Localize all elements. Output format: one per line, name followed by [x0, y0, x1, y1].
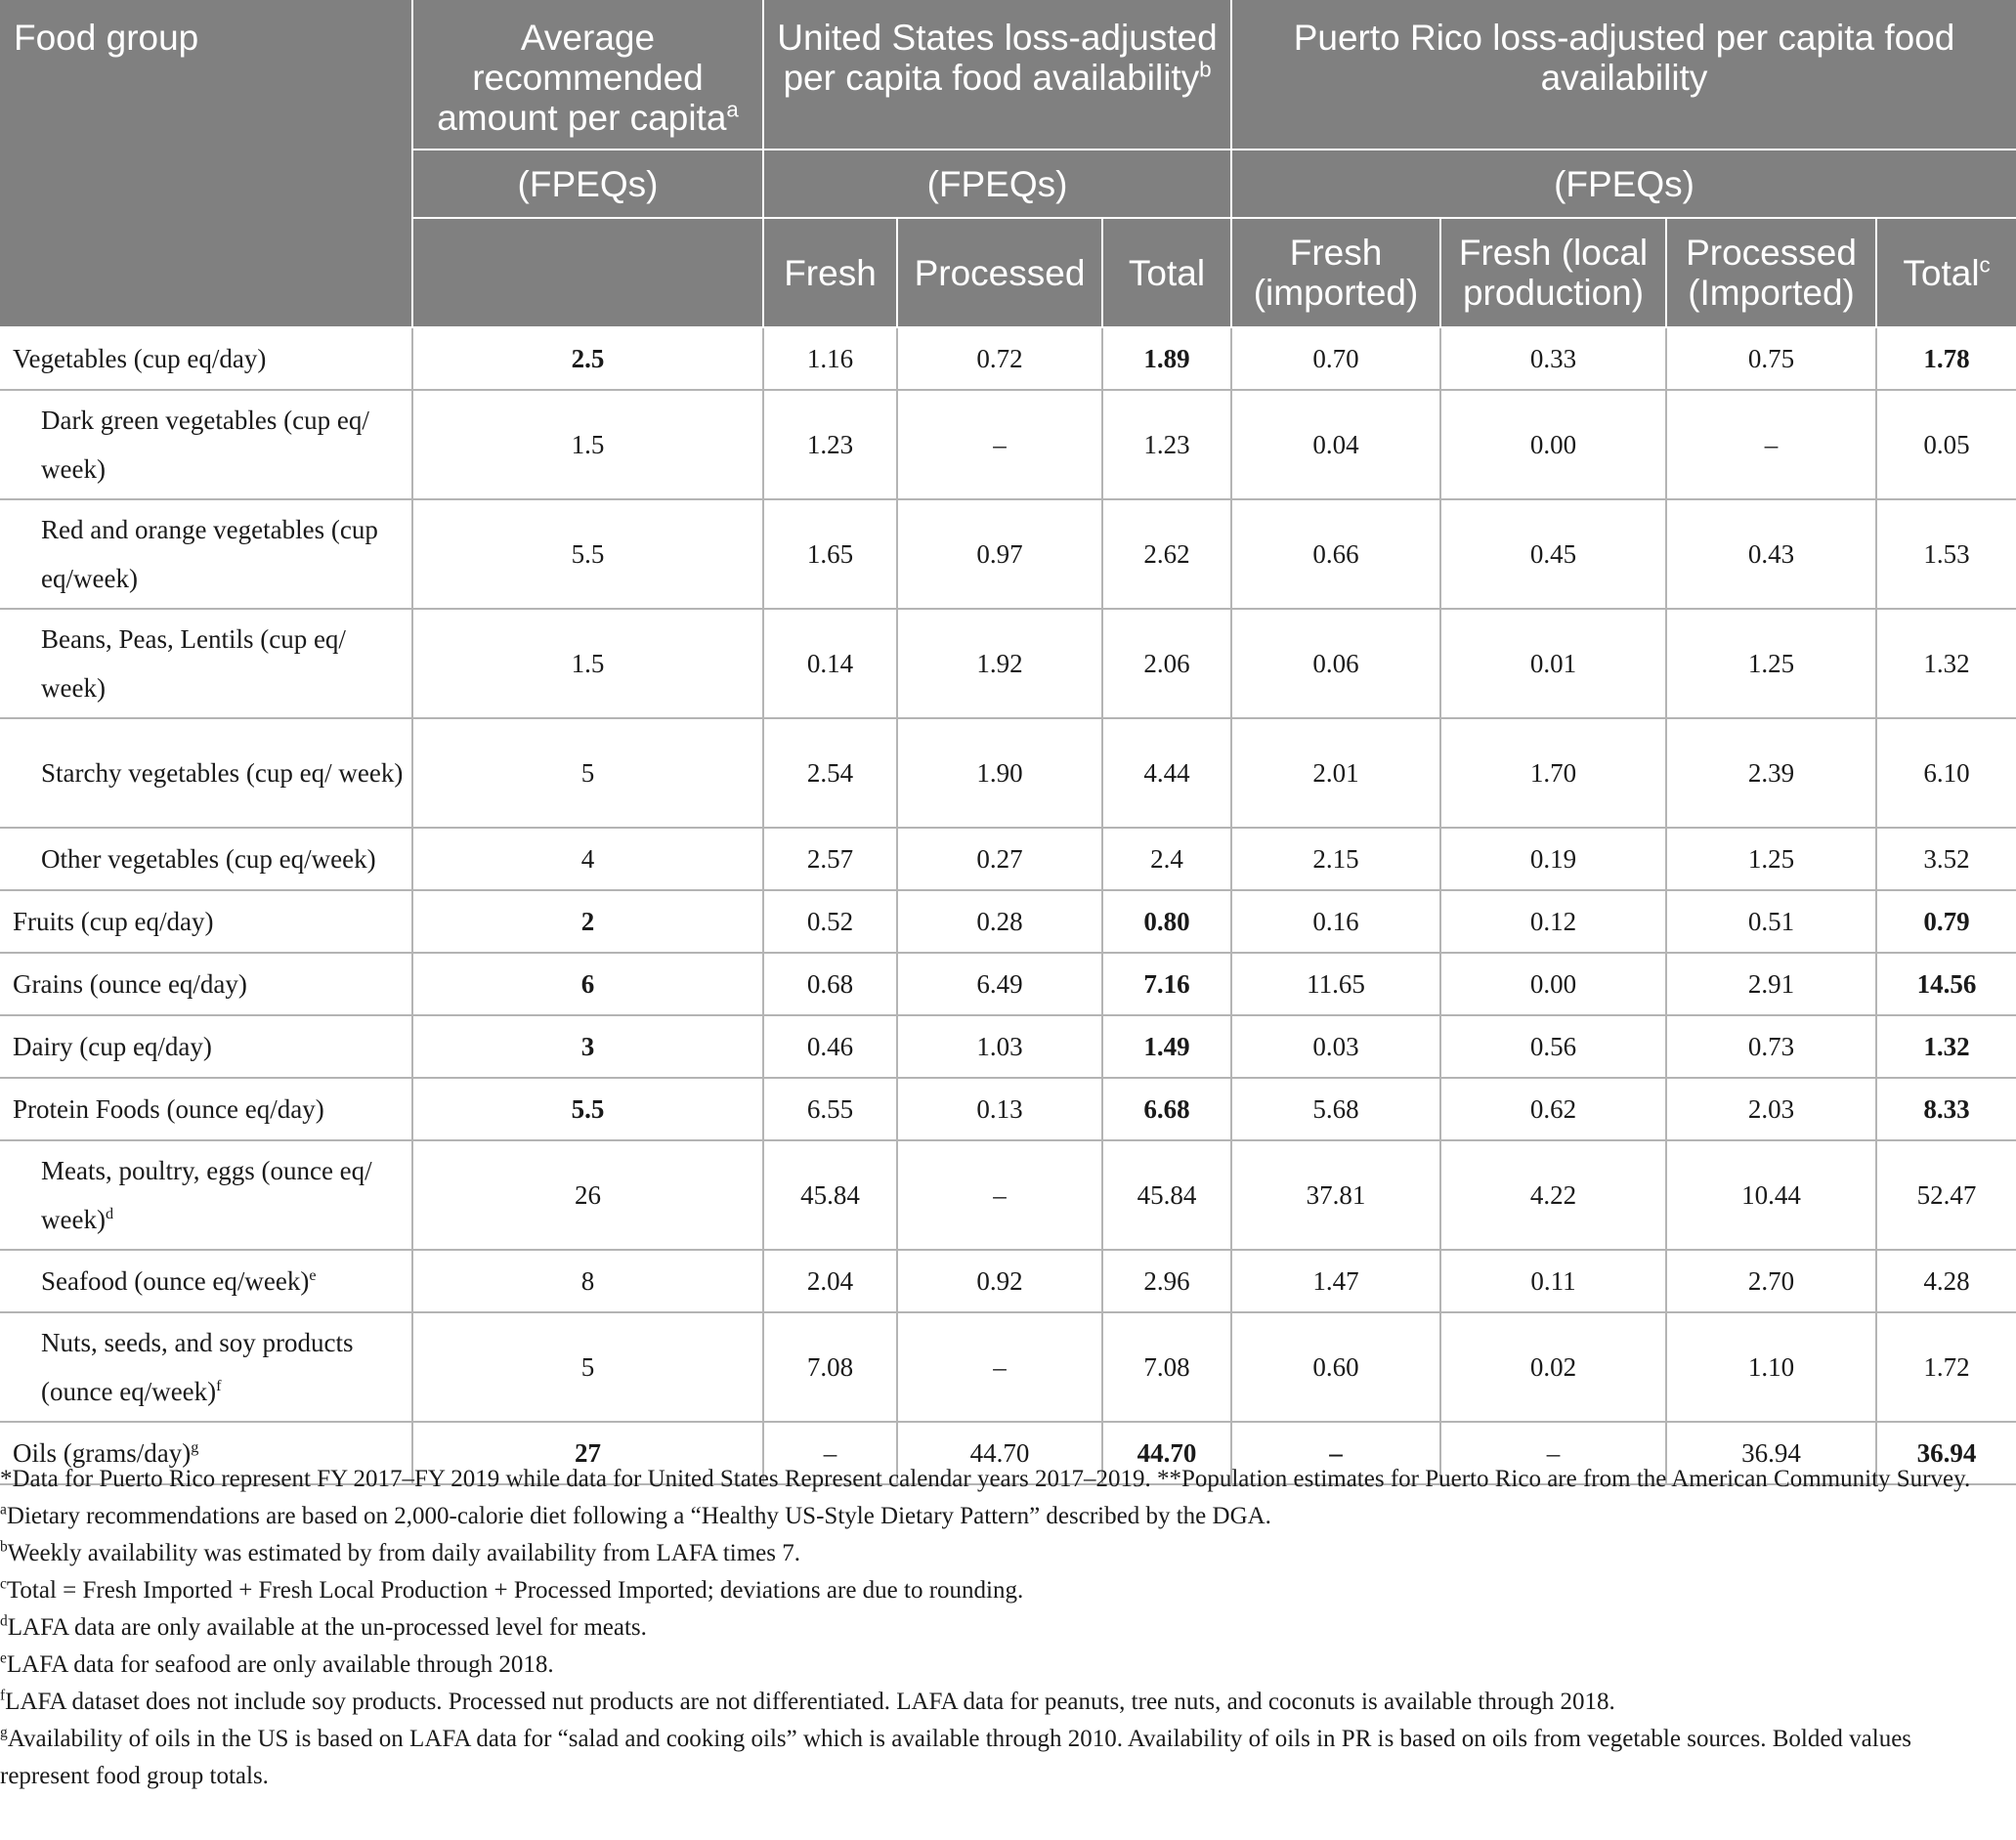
cell-pr-fresh-local: 0.01	[1440, 609, 1666, 718]
header-us-processed: Processed	[897, 218, 1102, 327]
table-row	[0, 953, 2016, 1015]
row-label: Red and orange vegetables (cup eq/week)	[0, 499, 412, 609]
cell-pr-processed: –	[1666, 390, 1876, 499]
cell-us-fresh: 0.52	[763, 890, 897, 953]
cell-us-total: 6.68	[1102, 1078, 1231, 1140]
cell-pr-total: 52.47	[1876, 1140, 2016, 1250]
cell-us-processed: 6.49	[897, 953, 1102, 1015]
cell-us-fresh: 7.08	[763, 1312, 897, 1422]
cell-us-processed: 1.90	[897, 718, 1102, 828]
header-average-recommended: Average recommended amount per capita$^a$	[412, 0, 763, 150]
cell-us-processed: 0.72	[897, 327, 1102, 390]
cell-pr-fresh-imported: 0.03	[1231, 1015, 1440, 1078]
cell-pr-fresh-imported: 0.04	[1231, 390, 1440, 499]
cell-us-total: 1.89	[1102, 327, 1231, 390]
row-label: Dark green vegetables (cup eq/ week)	[0, 390, 412, 499]
cell-pr-total: 1.53	[1876, 499, 2016, 609]
cell-pr-fresh-local: 0.62	[1440, 1078, 1666, 1140]
cell-pr-total: 1.78	[1876, 327, 2016, 390]
table-row	[0, 499, 2016, 609]
table-row	[0, 390, 2016, 499]
cell-pr-processed: 36.94	[1666, 1422, 1876, 1484]
cell-pr-processed: 1.25	[1666, 609, 1876, 718]
cell-pr-total: 1.32	[1876, 1015, 2016, 1078]
footnote: $^b$Weekly availability was estimated by from daily availability from LAFA times 7.	[0, 1538, 800, 1566]
cell-pr-processed: 1.10	[1666, 1312, 1876, 1422]
cell-us-fresh: 1.65	[763, 499, 897, 609]
row-label: Grains (ounce eq/day)	[0, 953, 412, 1015]
cell-pr-total: 3.52	[1876, 828, 2016, 890]
row-label: Other vegetables (cup eq/week)	[0, 828, 412, 890]
cell-us-fresh: 2.54	[763, 718, 897, 828]
table-row	[0, 1140, 2016, 1250]
cell-pr-total: 1.72	[1876, 1312, 2016, 1422]
cell-us-processed: 44.70	[897, 1422, 1102, 1484]
cell-us-total: 7.16	[1102, 953, 1231, 1015]
header-us-availability: United States loss-adjusted per capita food availability$^b$	[763, 0, 1231, 150]
cell-pr-fresh-local: 0.11	[1440, 1250, 1666, 1312]
cell-us-total: 2.4	[1102, 828, 1231, 890]
cell-pr-processed: 0.51	[1666, 890, 1876, 953]
table-footnotes	[0, 1461, 1994, 1795]
cell-recommended: 2.5	[412, 327, 763, 390]
cell-us-total: 2.06	[1102, 609, 1231, 718]
cell-recommended: 3	[412, 1015, 763, 1078]
cell-pr-total: 1.32	[1876, 609, 2016, 718]
cell-us-fresh: 6.55	[763, 1078, 897, 1140]
header-unit: (FPEQs)	[763, 150, 1231, 218]
header-pr-total: Total$^c$	[1876, 218, 2016, 327]
cell-recommended: 1.5	[412, 609, 763, 718]
table-row	[0, 1078, 2016, 1140]
cell-us-processed: 0.97	[897, 499, 1102, 609]
cell-us-total: 0.80	[1102, 890, 1231, 953]
cell-pr-processed: 0.43	[1666, 499, 1876, 609]
cell-pr-fresh-local: 0.02	[1440, 1312, 1666, 1422]
cell-recommended: 8	[412, 1250, 763, 1312]
cell-pr-processed: 1.25	[1666, 828, 1876, 890]
cell-recommended: 4	[412, 828, 763, 890]
cell-pr-fresh-imported: 2.15	[1231, 828, 1440, 890]
cell-us-total: 1.23	[1102, 390, 1231, 499]
cell-pr-fresh-local: 1.70	[1440, 718, 1666, 828]
row-label: Starchy vegetables (cup eq/ week)	[0, 718, 412, 828]
cell-pr-fresh-local: 0.33	[1440, 327, 1666, 390]
cell-recommended: 1.5	[412, 390, 763, 499]
cell-us-processed: 0.13	[897, 1078, 1102, 1140]
cell-pr-fresh-imported: 0.06	[1231, 609, 1440, 718]
header-us-fresh: Fresh	[763, 218, 897, 327]
cell-pr-total: 14.56	[1876, 953, 2016, 1015]
header-pr-processed-imported: Processed (Imported)	[1666, 218, 1876, 327]
cell-us-fresh: 0.68	[763, 953, 897, 1015]
cell-us-processed: –	[897, 390, 1102, 499]
footnote: $^f$LAFA dataset does not include soy products. Processed nut products are not differentiated. LAFA data for peanuts, tree nuts, and coconuts is available through 2018.	[0, 1687, 1615, 1715]
row-label: Seafood (ounce eq/week)$^e$	[0, 1250, 412, 1312]
cell-pr-processed: 2.39	[1666, 718, 1876, 828]
row-label: Meats, poultry, eggs (ounce eq/ week)$^d$	[0, 1140, 412, 1250]
cell-pr-processed: 10.44	[1666, 1140, 1876, 1250]
cell-pr-total: 4.28	[1876, 1250, 2016, 1312]
cell-pr-fresh-imported: 37.81	[1231, 1140, 1440, 1250]
cell-pr-total: 6.10	[1876, 718, 2016, 828]
footnote: $^e$LAFA data for seafood are only available through 2018.	[0, 1649, 554, 1678]
cell-us-processed: 0.27	[897, 828, 1102, 890]
cell-recommended: 5.5	[412, 499, 763, 609]
cell-us-fresh: 2.04	[763, 1250, 897, 1312]
cell-pr-total: 8.33	[1876, 1078, 2016, 1140]
cell-pr-processed: 2.70	[1666, 1250, 1876, 1312]
row-label: Protein Foods (ounce eq/day)	[0, 1078, 412, 1140]
table-row	[0, 327, 2016, 390]
cell-pr-total: 36.94	[1876, 1422, 2016, 1484]
cell-pr-processed: 2.91	[1666, 953, 1876, 1015]
cell-pr-fresh-imported: 0.16	[1231, 890, 1440, 953]
footnote: $^d$LAFA data are only available at the un-processed level for meats.	[0, 1612, 647, 1641]
cell-us-total: 1.49	[1102, 1015, 1231, 1078]
cell-us-total: 4.44	[1102, 718, 1231, 828]
cell-us-fresh: 45.84	[763, 1140, 897, 1250]
cell-pr-fresh-local: –	[1440, 1422, 1666, 1484]
cell-pr-fresh-imported: 11.65	[1231, 953, 1440, 1015]
cell-recommended: 5.5	[412, 1078, 763, 1140]
cell-pr-fresh-local: 0.56	[1440, 1015, 1666, 1078]
cell-pr-fresh-local: 0.00	[1440, 390, 1666, 499]
table-row	[0, 1250, 2016, 1312]
table-row	[0, 1312, 2016, 1422]
table-row	[0, 828, 2016, 890]
cell-us-fresh: 0.46	[763, 1015, 897, 1078]
cell-pr-processed: 0.73	[1666, 1015, 1876, 1078]
cell-recommended: 26	[412, 1140, 763, 1250]
cell-pr-fresh-imported: 5.68	[1231, 1078, 1440, 1140]
header-unit: (FPEQs)	[412, 150, 763, 218]
row-label: Fruits (cup eq/day)	[0, 890, 412, 953]
cell-us-processed: 1.92	[897, 609, 1102, 718]
cell-us-processed: –	[897, 1312, 1102, 1422]
cell-us-total: 45.84	[1102, 1140, 1231, 1250]
cell-pr-total: 0.05	[1876, 390, 2016, 499]
cell-pr-fresh-imported: 2.01	[1231, 718, 1440, 828]
cell-us-fresh: 1.23	[763, 390, 897, 499]
cell-us-total: 2.96	[1102, 1250, 1231, 1312]
header-food-group: Food group	[0, 0, 412, 327]
cell-pr-processed: 2.03	[1666, 1078, 1876, 1140]
table-row	[0, 1015, 2016, 1078]
table-header	[0, 0, 2016, 327]
cell-recommended: 5	[412, 1312, 763, 1422]
cell-pr-fresh-local: 0.00	[1440, 953, 1666, 1015]
table-row	[0, 890, 2016, 953]
row-label: Dairy (cup eq/day)	[0, 1015, 412, 1078]
cell-recommended: 6	[412, 953, 763, 1015]
cell-pr-fresh-imported: 0.60	[1231, 1312, 1440, 1422]
table-row	[0, 718, 2016, 828]
header-pr-fresh-local: Fresh (local production)	[1440, 218, 1666, 327]
row-label: Vegetables (cup eq/day)	[0, 327, 412, 390]
header-pr-availability: Puerto Rico loss-adjusted per capita food availability	[1231, 0, 2016, 150]
cell-us-processed: –	[897, 1140, 1102, 1250]
header-us-total: Total	[1102, 218, 1231, 327]
table-row	[0, 609, 2016, 718]
cell-pr-fresh-imported: 0.70	[1231, 327, 1440, 390]
cell-us-processed: 0.28	[897, 890, 1102, 953]
cell-pr-fresh-local: 0.12	[1440, 890, 1666, 953]
cell-pr-processed: 0.75	[1666, 327, 1876, 390]
row-label: Nuts, seeds, and soy products (ounce eq/week)$^f$	[0, 1312, 412, 1422]
header-pr-fresh-imported: Fresh (imported)	[1231, 218, 1440, 327]
cell-us-processed: 0.92	[897, 1250, 1102, 1312]
cell-us-total: 7.08	[1102, 1312, 1231, 1422]
footnote: *Data for Puerto Rico represent FY 2017–FY 2019 while data for United States Represent calendar years 2017–2019. **Population estimates for Puerto Rico are from the American Community Survey.	[0, 1466, 1971, 1492]
header-unit: (FPEQs)	[1231, 150, 2016, 218]
cell-us-fresh: –	[763, 1422, 897, 1484]
cell-us-total: 2.62	[1102, 499, 1231, 609]
header-empty	[412, 218, 763, 327]
cell-pr-fresh-imported: 1.47	[1231, 1250, 1440, 1312]
cell-pr-fresh-local: 0.45	[1440, 499, 1666, 609]
footnote: $^a$Dietary recommendations are based on 2,000-calorie diet following a “Healthy US-Style Dietary Pattern” described by the DGA.	[0, 1501, 1271, 1529]
row-label: Oils (grams/day)$^g$	[0, 1422, 412, 1484]
cell-recommended: 27	[412, 1422, 763, 1484]
cell-us-total: 44.70	[1102, 1422, 1231, 1484]
cell-us-fresh: 0.14	[763, 609, 897, 718]
footnote: $^c$Total = Fresh Imported + Fresh Local Production + Processed Imported; deviations are due to rounding.	[0, 1575, 1024, 1604]
cell-pr-fresh-local: 4.22	[1440, 1140, 1666, 1250]
cell-pr-fresh-local: 0.19	[1440, 828, 1666, 890]
cell-recommended: 2	[412, 890, 763, 953]
footnote: $^g$Availability of oils in the US is based on LAFA data for “salad and cooking oils” which is available through 2010. Availability of oils in PR is based on oils from vegetable sources. Bolded values represent food group totals.	[0, 1724, 1912, 1789]
cell-us-fresh: 2.57	[763, 828, 897, 890]
cell-recommended: 5	[412, 718, 763, 828]
table-body	[0, 327, 2016, 1484]
cell-us-fresh: 1.16	[763, 327, 897, 390]
cell-pr-fresh-imported: 0.66	[1231, 499, 1440, 609]
cell-us-processed: 1.03	[897, 1015, 1102, 1078]
cell-pr-total: 0.79	[1876, 890, 2016, 953]
row-label: Beans, Peas, Lentils (cup eq/ week)	[0, 609, 412, 718]
cell-pr-fresh-imported: –	[1231, 1422, 1440, 1484]
